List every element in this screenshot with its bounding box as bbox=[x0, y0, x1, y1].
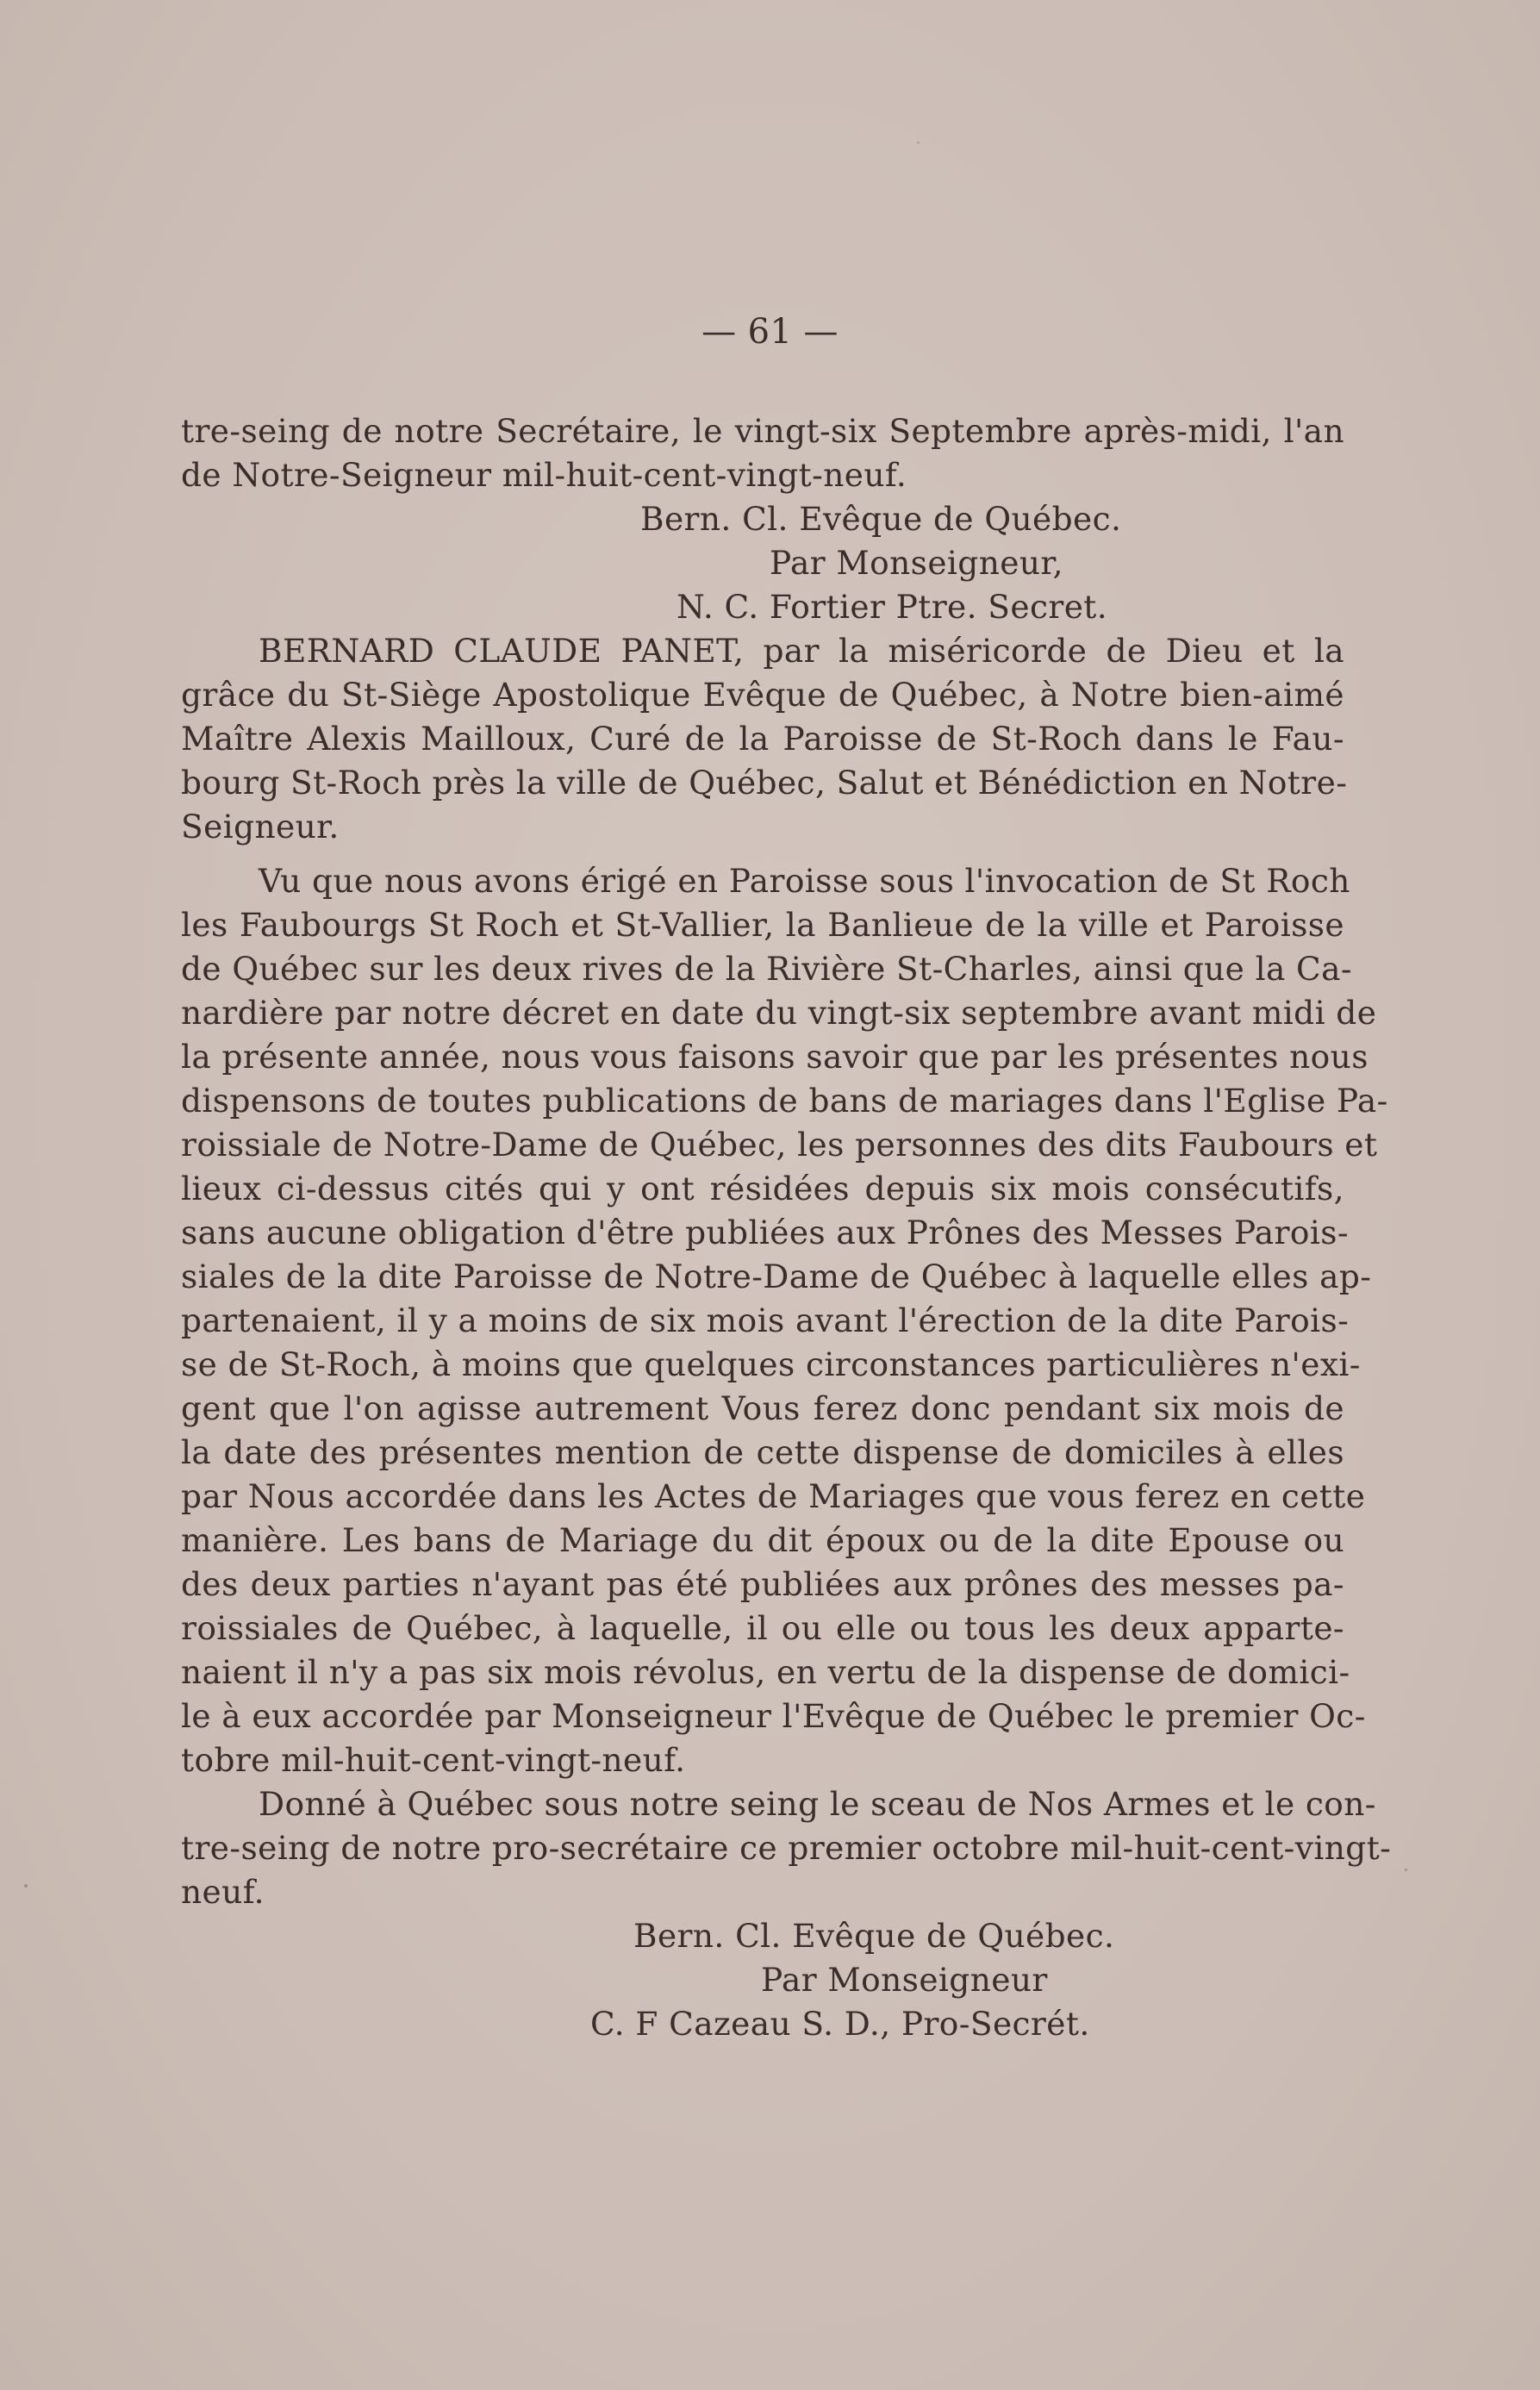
text-line: le à eux accordée par Monseigneur l'Evêque de Québec le premier Oc- bbox=[181, 1697, 1366, 1735]
text-line: se de St-Roch, à moins que quelques circonstances particulières n'exi- bbox=[181, 1345, 1361, 1383]
text-line: manière. Les bans de Mariage du dit époux ou de la dite Epouse ou bbox=[181, 1521, 1344, 1559]
document-body bbox=[181, 409, 1392, 2046]
page-number: — 61 — bbox=[701, 312, 839, 352]
signature-pro-secretary: C. F Cazeau S. D., Pro-Secrét. bbox=[590, 2005, 1090, 2043]
text-line: roissiale de Notre-Dame de Québec, les personnes des dits Faubours et bbox=[181, 1126, 1378, 1164]
paper-speck bbox=[1405, 1869, 1407, 1871]
text-line: bourg St-Roch près la ville de Québec, Salut et Bénédiction en Notre- bbox=[181, 764, 1348, 802]
signature-bishop: Bern. Cl. Evêque de Québec. bbox=[633, 1917, 1115, 1955]
text-line: la présente année, nous vous faisons savoir que par les présentes nous bbox=[181, 1038, 1369, 1076]
signature-block-fortier bbox=[181, 497, 1344, 629]
text-line: Seigneur. bbox=[181, 808, 340, 846]
text-line: tobre mil-huit-cent-vingt-neuf. bbox=[181, 1741, 686, 1779]
text-line: nardière par notre décret en date du vingt-six septembre avant midi de bbox=[181, 994, 1377, 1032]
paragraph-continuation bbox=[181, 409, 1344, 497]
text-line: de Québec sur les deux rives de la Rivière St-Charles, ainsi que la Ca- bbox=[181, 950, 1352, 988]
text-line: lieux ci-dessus cités qui y ont résidées depuis six mois consécutifs, bbox=[181, 1170, 1344, 1207]
signature-block-cazeau bbox=[181, 1914, 1344, 2046]
signature-par-monseigneur: Par Monseigneur, bbox=[770, 544, 1063, 582]
text-line: roissiales de Québec, à laquelle, il ou elle ou tous les deux apparte- bbox=[181, 1609, 1344, 1647]
text-line: par Nous accordée dans les Actes de Mariages que vous ferez en cette bbox=[181, 1477, 1366, 1515]
paragraph-dispense bbox=[181, 859, 1388, 1782]
text-line: neuf. bbox=[181, 1873, 265, 1911]
text-line: siales de la dite Paroisse de Notre-Dame de Québec à laquelle elles ap- bbox=[181, 1257, 1372, 1295]
signature-secretary: N. C. Fortier Ptre. Secret. bbox=[676, 588, 1108, 626]
signature-bishop: Bern. Cl. Evêque de Québec. bbox=[640, 500, 1122, 538]
text-line: la date des présentes mention de cette dispense de domiciles à elles bbox=[181, 1433, 1344, 1471]
text-line: les Faubourgs St Roch et St-Vallier, la Banlieue de la ville et Paroisse bbox=[181, 906, 1344, 944]
text-line: de Notre-Seigneur mil-huit-cent-vingt-neuf. bbox=[181, 456, 907, 494]
text-line: Maître Alexis Mailloux, Curé de la Paroisse de St-Roch dans le Fau- bbox=[181, 720, 1344, 758]
paper-speck bbox=[24, 1884, 28, 1888]
paragraph-bernard-claude-panet bbox=[181, 629, 1348, 849]
text-line: grâce du St-Siège Apostolique Evêque de Québec, à Notre bien-aimé bbox=[181, 676, 1344, 714]
text-line: tre-seing de notre pro-secrétaire ce premier octobre mil-huit-cent-vingt- bbox=[181, 1829, 1392, 1867]
text-line: gent que l'on agisse autrement Vous ferez donc pendant six mois de bbox=[181, 1389, 1344, 1427]
text-line: Vu que nous avons érigé en Paroisse sous l'invocation de St Roch bbox=[259, 862, 1350, 900]
text-line: naient il n'y a pas six mois révolus, en vertu de la dispense de domici- bbox=[181, 1653, 1350, 1691]
text-line: partenaient, il y a moins de six mois avant l'érection de la dite Parois- bbox=[181, 1301, 1350, 1339]
signature-par-monseigneur: Par Monseigneur bbox=[761, 1961, 1048, 1999]
text-line: Donné à Québec sous notre seing le sceau de Nos Armes et le con- bbox=[259, 1785, 1376, 1823]
text-line: BERNARD CLAUDE PANET, par la miséricorde de Dieu et la bbox=[259, 632, 1344, 670]
text-line: des deux parties n'ayant pas été publiées aux prônes des messes pa- bbox=[181, 1565, 1344, 1603]
text-line: dispensons de toutes publications de bans de mariages dans l'Eglise Pa- bbox=[181, 1082, 1388, 1120]
text-line: tre-seing de notre Secrétaire, le vingt-six Septembre après-midi, l'an bbox=[181, 412, 1344, 450]
paper-speck bbox=[917, 141, 920, 144]
text-line: sans aucune obligation d'être publiées aux Prônes des Messes Parois- bbox=[181, 1214, 1349, 1251]
paragraph-donne-a-quebec bbox=[181, 1782, 1392, 1914]
